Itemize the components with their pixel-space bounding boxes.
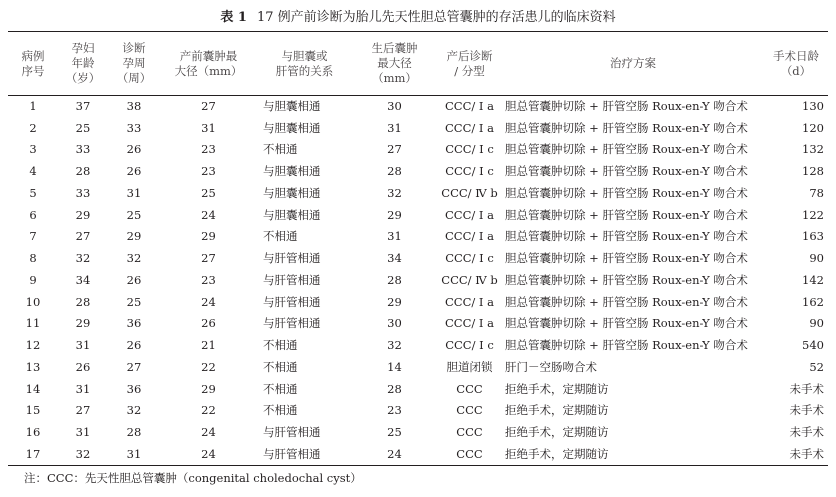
bottom-rule bbox=[8, 465, 828, 466]
table-row bbox=[8, 378, 828, 400]
table-footnote: 注：CCC：先天性胆总管囊肿（congenital choledochal cyst） bbox=[24, 471, 362, 485]
table-row bbox=[8, 400, 828, 422]
case-number-cell: 3 bbox=[29, 142, 37, 157]
case-number-cell: 5 bbox=[29, 185, 37, 200]
maternal-age-cell: 34 bbox=[75, 272, 91, 287]
treatment-plan-cell: 拒绝手术，定期随访 bbox=[505, 425, 609, 440]
diagnosis-gestational-week-cell: 26 bbox=[126, 164, 142, 179]
maternal-age-cell: 32 bbox=[75, 446, 91, 461]
diagnosis-gestational-week-cell: 31 bbox=[126, 446, 142, 461]
case-number-cell: 4 bbox=[29, 164, 37, 179]
surgery-age-days-cell: 90 bbox=[809, 316, 824, 331]
diagnosis-gestational-week-cell: 25 bbox=[126, 207, 142, 222]
relation-to-gallbladder-or-hepatic-duct-cell: 不相通 bbox=[263, 403, 298, 418]
postnatal-max-diameter-cell: 29 bbox=[387, 207, 402, 222]
case-number-cell: 10 bbox=[25, 294, 41, 309]
treatment-plan-cell: 拒绝手术，定期随访 bbox=[505, 403, 609, 418]
case-number-cell: 9 bbox=[29, 272, 37, 287]
relation-to-gallbladder-or-hepatic-duct-cell: 与胆囊相通 bbox=[263, 98, 321, 113]
column-header-line: 肝管的关系 bbox=[275, 63, 334, 78]
diagnosis-gestational-week-cell: 32 bbox=[126, 251, 142, 266]
case-number-cell: 16 bbox=[25, 425, 41, 440]
table-row bbox=[8, 117, 828, 139]
relation-to-gallbladder-or-hepatic-duct-cell: 与胆囊相通 bbox=[263, 207, 321, 222]
table-row bbox=[8, 95, 828, 117]
prenatal-max-diameter-cell: 23 bbox=[201, 272, 216, 287]
treatment-plan-cell: 拒绝手术，定期随访 bbox=[505, 381, 609, 396]
case-number-cell: 14 bbox=[25, 381, 41, 396]
case-number-cell: 2 bbox=[29, 120, 37, 135]
diagnosis-gestational-week-cell: 36 bbox=[126, 316, 142, 331]
surgery-age-days-cell: 128 bbox=[802, 164, 824, 179]
surgery-age-days-cell: 未手术 bbox=[789, 403, 824, 418]
postnatal-diagnosis-cell: CCC/ Ⅰ a bbox=[445, 207, 494, 222]
treatment-plan-cell: 胆总管囊肿切除 + 肝管空肠 Roux-en-Y 吻合术 bbox=[505, 207, 748, 222]
postnatal-diagnosis-cell: CCC/ Ⅰ a bbox=[445, 294, 494, 309]
postnatal-diagnosis-cell: 胆道闭锁 bbox=[446, 359, 493, 374]
postnatal-max-diameter-cell: 24 bbox=[387, 446, 402, 461]
treatment-plan-cell: 胆总管囊肿切除 + 肝管空肠 Roux-en-Y 吻合术 bbox=[505, 338, 748, 353]
table-title bbox=[0, 9, 836, 27]
surgery-age-days-cell: 52 bbox=[809, 359, 824, 374]
surgery-age-days-cell: 540 bbox=[802, 338, 824, 353]
maternal-age-cell: 28 bbox=[75, 164, 91, 179]
column-header-line: 产后诊断 bbox=[446, 48, 493, 63]
relation-to-gallbladder-or-hepatic-duct-cell: 与肝管相通 bbox=[263, 251, 321, 266]
relation-to-gallbladder-or-hepatic-duct-cell: 与胆囊相通 bbox=[263, 120, 321, 135]
relation-to-gallbladder-or-hepatic-duct-cell: 与肝管相通 bbox=[263, 425, 321, 440]
column-header-line: 治疗方案 bbox=[610, 56, 656, 70]
column-header-line: （d） bbox=[780, 63, 812, 78]
table-row bbox=[8, 160, 828, 182]
case-number-cell: 15 bbox=[25, 403, 41, 418]
column-header-line: 孕妇 bbox=[71, 41, 95, 55]
diagnosis-gestational-week-cell: 31 bbox=[126, 185, 142, 200]
table-row bbox=[8, 269, 828, 291]
postnatal-max-diameter-cell: 34 bbox=[387, 251, 402, 266]
relation-to-gallbladder-or-hepatic-duct-cell: 与肝管相通 bbox=[263, 446, 321, 461]
column-header bbox=[160, 32, 257, 95]
prenatal-max-diameter-cell: 25 bbox=[201, 185, 216, 200]
postnatal-diagnosis-cell: CCC/ Ⅰ c bbox=[445, 338, 494, 353]
treatment-plan-cell: 胆总管囊肿切除 + 肝管空肠 Roux-en-Y 吻合术 bbox=[505, 142, 748, 157]
column-header bbox=[764, 32, 828, 95]
diagnosis-gestational-week-cell: 27 bbox=[126, 359, 142, 374]
table-row bbox=[8, 182, 828, 204]
postnatal-diagnosis-cell: CCC/ Ⅰ a bbox=[445, 98, 494, 113]
prenatal-max-diameter-cell: 21 bbox=[201, 338, 216, 353]
postnatal-max-diameter-cell: 30 bbox=[387, 98, 402, 113]
table-row bbox=[8, 334, 828, 356]
column-header-line: （岁） bbox=[65, 71, 101, 85]
prenatal-max-diameter-cell: 26 bbox=[201, 316, 216, 331]
surgery-age-days-cell: 122 bbox=[802, 207, 824, 222]
postnatal-max-diameter-cell: 28 bbox=[387, 272, 402, 287]
prenatal-max-diameter-cell: 29 bbox=[201, 229, 216, 244]
relation-to-gallbladder-or-hepatic-duct-cell: 不相通 bbox=[263, 229, 298, 244]
table-row bbox=[8, 226, 828, 248]
table-row bbox=[8, 291, 828, 313]
column-header-line: 与胆囊或 bbox=[281, 48, 328, 63]
relation-to-gallbladder-or-hepatic-duct-cell: 不相通 bbox=[263, 338, 298, 353]
column-header-line: 诊断 bbox=[122, 41, 146, 55]
diagnosis-gestational-week-cell: 26 bbox=[126, 142, 142, 157]
surgery-age-days-cell: 78 bbox=[809, 185, 824, 200]
column-header-line: 最大径 bbox=[377, 56, 412, 70]
column-header-line: （mm） bbox=[372, 71, 417, 85]
postnatal-max-diameter-cell: 28 bbox=[387, 164, 402, 179]
table-body bbox=[8, 95, 828, 465]
column-header-line: （周） bbox=[116, 71, 152, 85]
postnatal-max-diameter-cell: 32 bbox=[387, 338, 402, 353]
column-header-line: 手术日龄 bbox=[773, 48, 819, 63]
maternal-age-cell: 27 bbox=[75, 229, 91, 244]
table-row bbox=[8, 443, 828, 465]
treatment-plan-cell: 胆总管囊肿切除 + 肝管空肠 Roux-en-Y 吻合术 bbox=[505, 294, 748, 309]
treatment-plan-cell: 胆总管囊肿切除 + 肝管空肠 Roux-en-Y 吻合术 bbox=[505, 185, 748, 200]
diagnosis-gestational-week-cell: 29 bbox=[126, 229, 142, 244]
maternal-age-cell: 27 bbox=[75, 403, 91, 418]
postnatal-diagnosis-cell: CCC bbox=[456, 425, 483, 440]
diagnosis-gestational-week-cell: 25 bbox=[126, 294, 142, 309]
table-row bbox=[8, 356, 828, 378]
maternal-age-cell: 29 bbox=[75, 316, 91, 331]
column-header bbox=[257, 32, 352, 95]
maternal-age-cell: 28 bbox=[75, 294, 91, 309]
treatment-plan-cell: 拒绝手术，定期随访 bbox=[505, 446, 609, 461]
diagnosis-gestational-week-cell: 28 bbox=[126, 425, 142, 440]
maternal-age-cell: 26 bbox=[75, 359, 91, 374]
table-caption: 17 例产前诊断为胎儿先天性胆总管囊肿的存活患儿的临床资料 bbox=[256, 10, 616, 25]
diagnosis-gestational-week-cell: 38 bbox=[126, 98, 142, 113]
prenatal-max-diameter-cell: 24 bbox=[201, 425, 216, 440]
relation-to-gallbladder-or-hepatic-duct-cell: 与胆囊相通 bbox=[263, 164, 321, 179]
diagnosis-gestational-week-cell: 26 bbox=[126, 338, 142, 353]
maternal-age-cell: 33 bbox=[75, 142, 91, 157]
maternal-age-cell: 31 bbox=[75, 338, 91, 353]
relation-to-gallbladder-or-hepatic-duct-cell: 与肝管相通 bbox=[263, 294, 321, 309]
postnatal-max-diameter-cell: 32 bbox=[387, 185, 402, 200]
case-number-cell: 13 bbox=[25, 359, 41, 374]
prenatal-max-diameter-cell: 23 bbox=[201, 142, 216, 157]
column-header-line: 大径（mm） bbox=[174, 63, 243, 78]
postnatal-diagnosis-cell: CCC bbox=[456, 381, 483, 396]
postnatal-diagnosis-cell: CCC/ Ⅳ b bbox=[441, 272, 498, 287]
prenatal-max-diameter-cell: 31 bbox=[201, 120, 216, 135]
prenatal-max-diameter-cell: 24 bbox=[201, 294, 216, 309]
column-header-line: 孕周 bbox=[122, 56, 146, 70]
case-number-cell: 11 bbox=[25, 316, 41, 331]
postnatal-max-diameter-cell: 30 bbox=[387, 316, 402, 331]
surgery-age-days-cell: 132 bbox=[802, 142, 824, 157]
postnatal-diagnosis-cell: CCC/ Ⅰ c bbox=[445, 251, 494, 266]
case-number-cell: 7 bbox=[29, 229, 37, 244]
maternal-age-cell: 31 bbox=[75, 425, 91, 440]
column-header-line: 产前囊肿最 bbox=[179, 48, 238, 63]
prenatal-max-diameter-cell: 23 bbox=[201, 164, 216, 179]
treatment-plan-cell: 胆总管囊肿切除 + 肝管空肠 Roux-en-Y 吻合术 bbox=[505, 164, 748, 179]
surgery-age-days-cell: 142 bbox=[802, 272, 824, 287]
diagnosis-gestational-week-cell: 36 bbox=[126, 381, 142, 396]
maternal-age-cell: 29 bbox=[75, 207, 91, 222]
postnatal-max-diameter-cell: 27 bbox=[387, 142, 402, 157]
column-header bbox=[502, 32, 764, 95]
relation-to-gallbladder-or-hepatic-duct-cell: 与肝管相通 bbox=[263, 316, 321, 331]
diagnosis-gestational-week-cell: 33 bbox=[126, 120, 142, 135]
column-header-line: 生后囊肿 bbox=[371, 41, 418, 55]
table-row bbox=[8, 139, 828, 161]
prenatal-max-diameter-cell: 27 bbox=[201, 98, 216, 113]
postnatal-diagnosis-cell: CCC bbox=[456, 446, 483, 461]
treatment-plan-cell: 胆总管囊肿切除 + 肝管空肠 Roux-en-Y 吻合术 bbox=[505, 229, 748, 244]
table-row bbox=[8, 421, 828, 443]
maternal-age-cell: 31 bbox=[75, 381, 91, 396]
clinical-data-table bbox=[8, 32, 828, 465]
column-header-line: 年龄 bbox=[71, 56, 95, 70]
relation-to-gallbladder-or-hepatic-duct-cell: 不相通 bbox=[263, 142, 298, 157]
treatment-plan-cell: 胆总管囊肿切除 + 肝管空肠 Roux-en-Y 吻合术 bbox=[505, 251, 748, 266]
postnatal-diagnosis-cell: CCC/ Ⅰ c bbox=[445, 142, 494, 157]
postnatal-diagnosis-cell: CCC/ Ⅳ b bbox=[441, 185, 498, 200]
postnatal-max-diameter-cell: 31 bbox=[387, 229, 402, 244]
case-number-cell: 1 bbox=[29, 98, 37, 113]
surgery-age-days-cell: 120 bbox=[802, 120, 824, 135]
header-row bbox=[8, 32, 828, 95]
prenatal-max-diameter-cell: 27 bbox=[201, 251, 216, 266]
surgery-age-days-cell: 未手术 bbox=[789, 446, 824, 461]
surgery-age-days-cell: 130 bbox=[802, 98, 824, 113]
postnatal-max-diameter-cell: 31 bbox=[387, 120, 402, 135]
postnatal-diagnosis-cell: CCC/ Ⅰ c bbox=[445, 164, 494, 179]
case-number-cell: 12 bbox=[25, 338, 41, 353]
column-header bbox=[8, 32, 58, 95]
table-row bbox=[8, 247, 828, 269]
postnatal-max-diameter-cell: 25 bbox=[387, 425, 402, 440]
surgery-age-days-cell: 162 bbox=[802, 294, 824, 309]
table-label: 表 1 bbox=[220, 10, 247, 25]
case-number-cell: 17 bbox=[25, 446, 41, 461]
relation-to-gallbladder-or-hepatic-duct-cell: 不相通 bbox=[263, 381, 298, 396]
treatment-plan-cell: 胆总管囊肿切除 + 肝管空肠 Roux-en-Y 吻合术 bbox=[505, 316, 748, 331]
surgery-age-days-cell: 90 bbox=[809, 251, 824, 266]
prenatal-max-diameter-cell: 22 bbox=[201, 359, 216, 374]
prenatal-max-diameter-cell: 22 bbox=[201, 403, 216, 418]
column-header bbox=[352, 32, 437, 95]
prenatal-max-diameter-cell: 29 bbox=[201, 381, 216, 396]
diagnosis-gestational-week-cell: 26 bbox=[126, 272, 142, 287]
prenatal-max-diameter-cell: 24 bbox=[201, 446, 216, 461]
surgery-age-days-cell: 未手术 bbox=[789, 425, 824, 440]
table-row bbox=[8, 313, 828, 335]
column-header-line: 病例 bbox=[21, 48, 45, 63]
postnatal-diagnosis-cell: CCC/ Ⅰ a bbox=[445, 120, 494, 135]
case-number-cell: 6 bbox=[29, 207, 37, 222]
case-number-cell: 8 bbox=[29, 251, 37, 266]
relation-to-gallbladder-or-hepatic-duct-cell: 与肝管相通 bbox=[263, 272, 321, 287]
column-header bbox=[58, 32, 108, 95]
maternal-age-cell: 33 bbox=[75, 185, 91, 200]
surgery-age-days-cell: 163 bbox=[802, 229, 824, 244]
surgery-age-days-cell: 未手术 bbox=[789, 381, 824, 396]
prenatal-max-diameter-cell: 24 bbox=[201, 207, 216, 222]
diagnosis-gestational-week-cell: 32 bbox=[126, 403, 142, 418]
postnatal-diagnosis-cell: CCC/ Ⅰ a bbox=[445, 229, 494, 244]
column-header-line: / 分型 bbox=[454, 63, 485, 78]
maternal-age-cell: 32 bbox=[75, 251, 91, 266]
treatment-plan-cell: 胆总管囊肿切除 + 肝管空肠 Roux-en-Y 吻合术 bbox=[505, 272, 748, 287]
column-header-line: 序号 bbox=[21, 63, 45, 78]
column-header bbox=[437, 32, 502, 95]
postnatal-max-diameter-cell: 23 bbox=[387, 403, 402, 418]
postnatal-diagnosis-cell: CCC bbox=[456, 403, 483, 418]
relation-to-gallbladder-or-hepatic-duct-cell: 与胆囊相通 bbox=[263, 185, 321, 200]
treatment-plan-cell: 胆总管囊肿切除 + 肝管空肠 Roux-en-Y 吻合术 bbox=[505, 120, 748, 135]
postnatal-max-diameter-cell: 29 bbox=[387, 294, 402, 309]
relation-to-gallbladder-or-hepatic-duct-cell: 不相通 bbox=[263, 359, 298, 374]
postnatal-diagnosis-cell: CCC/ Ⅰ a bbox=[445, 316, 494, 331]
treatment-plan-cell: 肝门－空肠吻合术 bbox=[505, 359, 597, 374]
maternal-age-cell: 25 bbox=[75, 120, 91, 135]
postnatal-max-diameter-cell: 28 bbox=[387, 381, 402, 396]
column-header bbox=[108, 32, 160, 95]
table-row bbox=[8, 204, 828, 226]
maternal-age-cell: 37 bbox=[75, 98, 91, 113]
postnatal-max-diameter-cell: 14 bbox=[387, 359, 402, 374]
treatment-plan-cell: 胆总管囊肿切除 + 肝管空肠 Roux-en-Y 吻合术 bbox=[505, 98, 748, 113]
